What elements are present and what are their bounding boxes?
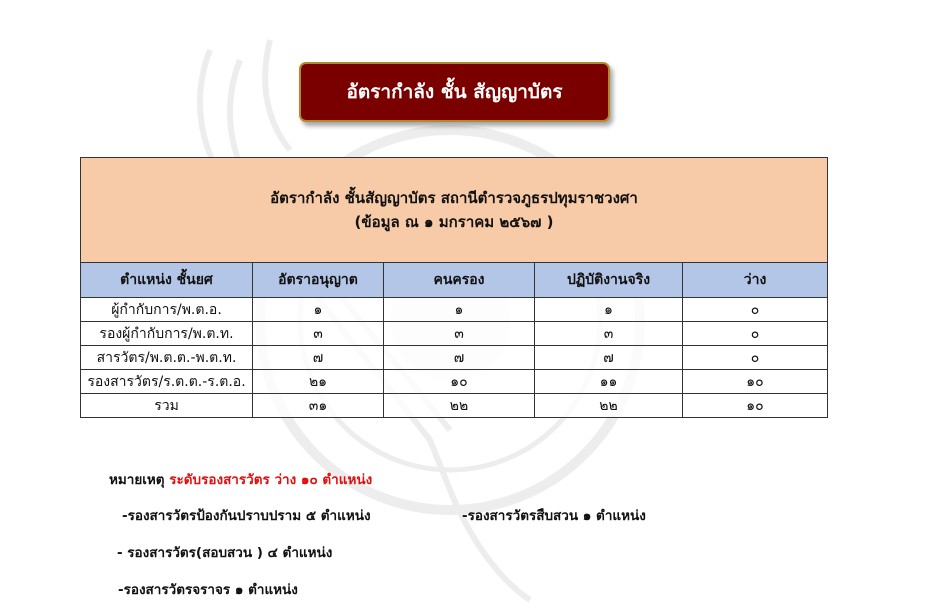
cell-occupied: ๒๒	[384, 394, 535, 418]
note-item: -รองสารวัตรสืบสวน ๑ ตำแหน่ง	[462, 508, 646, 524]
cell-authorized: ๑	[253, 298, 384, 322]
cell-occupied: ๓	[384, 322, 535, 346]
col-header-occupied: คนครอง	[384, 263, 535, 298]
table-heading	[81, 158, 828, 263]
cell-actual: ๒๒	[535, 394, 683, 418]
cell-vacant: ๐	[683, 346, 828, 370]
cell-vacant: ๐	[683, 322, 828, 346]
col-header-actual: ปฏิบัติงานจริง	[535, 263, 683, 298]
cell-position: ผู้กำกับการ/พ.ต.อ.	[81, 298, 253, 322]
cell-occupied: ๗	[384, 346, 535, 370]
col-header-authorized: อัตราอนุญาต	[253, 263, 384, 298]
cell-position: สารวัตร/พ.ต.ต.-พ.ต.ท.	[81, 346, 253, 370]
cell-occupied: ๑	[384, 298, 535, 322]
note-item: -รองสารวัตรป้องกันปราบปราม ๕ ตำแหน่ง	[122, 508, 371, 524]
cell-vacant: ๐	[683, 298, 828, 322]
note-item: -รองสารวัตรจราจร ๑ ตำแหน่ง	[118, 582, 298, 598]
cell-vacant: ๑๐	[683, 370, 828, 394]
table-row	[81, 322, 828, 346]
note-item: - รองสารวัตร(สอบสวน ) ๔ ตำแหน่ง	[117, 545, 333, 561]
page-title: อัตรากำลัง ชั้น สัญญาบัตร	[299, 62, 610, 122]
table-heading-title: อัตรากำลัง ชั้นสัญญาบัตร สถานีตำรวจภูธรปทุมราชวงศา	[270, 189, 638, 207]
note-heading	[109, 468, 372, 490]
cell-authorized: ๓	[253, 322, 384, 346]
table-heading-date: (ข้อมูล ณ ๑ มกราคม ๒๕๖๗ )	[354, 213, 554, 231]
table-row	[81, 298, 828, 322]
table-row	[81, 346, 828, 370]
cell-authorized: ๗	[253, 346, 384, 370]
cell-actual: ๗	[535, 346, 683, 370]
cell-occupied: ๑๐	[384, 370, 535, 394]
cell-authorized: ๓๑	[253, 394, 384, 418]
cell-actual: ๑	[535, 298, 683, 322]
cell-authorized: ๒๑	[253, 370, 384, 394]
col-header-vacant: ว่าง	[683, 263, 828, 298]
manpower-table	[80, 157, 828, 418]
cell-actual: ๑๑	[535, 370, 683, 394]
note-label: หมายเหตุ	[109, 472, 165, 488]
cell-actual: ๓	[535, 322, 683, 346]
cell-position: รวม	[81, 394, 253, 418]
table-row-total	[81, 394, 828, 418]
cell-position: รองสารวัตร/ร.ต.ต.-ร.ต.อ.	[81, 370, 253, 394]
note-highlight: ระดับรองสารวัตร ว่าง ๑๐ ตำแหน่ง	[169, 472, 373, 488]
cell-vacant: ๑๐	[683, 394, 828, 418]
col-header-position: ตำแหน่ง ชั้นยศ	[81, 263, 253, 298]
cell-position: รองผู้กำกับการ/พ.ต.ท.	[81, 322, 253, 346]
table-row	[81, 370, 828, 394]
